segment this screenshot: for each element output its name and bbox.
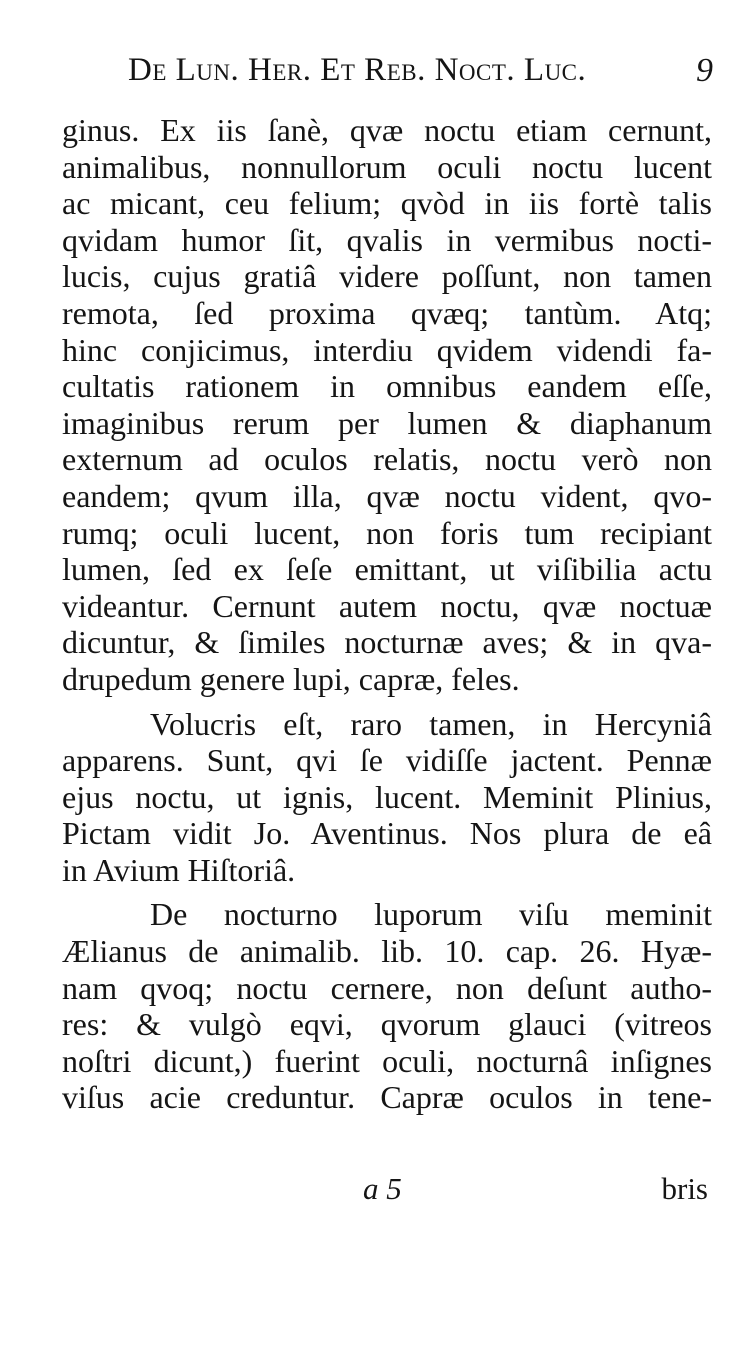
text-line: ginus. Ex iis ſanè, qvæ noctu etiam cernunt, — [62, 112, 712, 148]
paragraph-3 — [62, 896, 712, 1116]
paragraph-1 — [62, 112, 712, 698]
text-line: hinc conjicimus, interdiu qvidem videndi fa- — [62, 331, 712, 368]
text-line: remota, ſed proxima qvæq; tantùm. Atq; — [62, 294, 712, 331]
text-line: Volucris eſt, raro tamen, in Hercyniâ — [150, 705, 712, 742]
page-number: 9 — [696, 52, 713, 89]
text-line: eandem; qvum illa, qvæ noctu vident, qvo- — [62, 477, 712, 514]
text-line: lumen, ſed ex ſeſe emittant, ut viſibilia actu — [62, 551, 712, 588]
text-line: externum ad oculos relatis, noctu verò non — [62, 441, 712, 478]
text-line: viſus acie creduntur. Capræ oculos in tene- — [62, 1079, 712, 1116]
catchword: bris — [661, 1171, 708, 1206]
text-line: nam qvoq; noctu cernere, non deſunt autho- — [62, 969, 712, 1006]
signature-mark: a 5 — [363, 1171, 402, 1206]
text-line: apparens. Sunt, qvi ſe vidiſſe jactent. Pennæ — [62, 742, 712, 779]
text-line: imaginibus rerum per lumen & diaphanum — [62, 404, 712, 441]
text-line: qvidam humor ſit, qvalis in vermibus nocti- — [62, 221, 712, 258]
text-line: noſtri dicunt,) fuerint oculi, nocturnâ inſignes — [62, 1042, 712, 1079]
running-head — [128, 52, 713, 98]
text-line: rumq; oculi lucent, non foris tum recipiant — [62, 514, 712, 551]
text-line: animalibus, nonnullorum oculi noctu lucent — [62, 148, 712, 185]
text-line: dicuntur, & ſimiles nocturnæ aves; & in qva- — [62, 624, 712, 661]
text-line: drupedum genere lupi, capræ, feles. — [62, 660, 520, 697]
paragraph-2 — [62, 706, 712, 889]
text-line: in Avium Hiſtoriâ. — [62, 851, 296, 888]
text-line: Ælianus de animalib. lib. 10. cap. 26. Hyæ- — [62, 933, 712, 970]
text-line: lucis, cujus gratiâ videre poſſunt, non tamen — [62, 258, 712, 295]
text-block — [62, 112, 712, 1116]
running-title: De Lun. Her. Et Reb. Noct. Luc. — [128, 52, 587, 88]
page-footer — [62, 1171, 712, 1211]
text-line: De nocturno luporum viſu meminit — [150, 896, 712, 933]
text-line: cultatis rationem in omnibus eandem eſſe, — [62, 368, 712, 405]
text-line: Pictam vidit Jo. Aventinus. Nos plura de eâ — [62, 815, 712, 852]
text-line: ejus noctu, ut ignis, lucent. Meminit Plinius, — [62, 778, 712, 815]
text-line: ac micant, ceu felium; qvòd in iis fortè talis — [62, 185, 712, 222]
paragraph-gap — [62, 698, 712, 706]
text-line: res: & vulgò eqvi, qvorum glauci (vitreos — [62, 1006, 712, 1043]
paragraph-gap — [62, 888, 712, 896]
text-line: videantur. Cernunt autem noctu, qvæ noctuæ — [62, 587, 712, 624]
